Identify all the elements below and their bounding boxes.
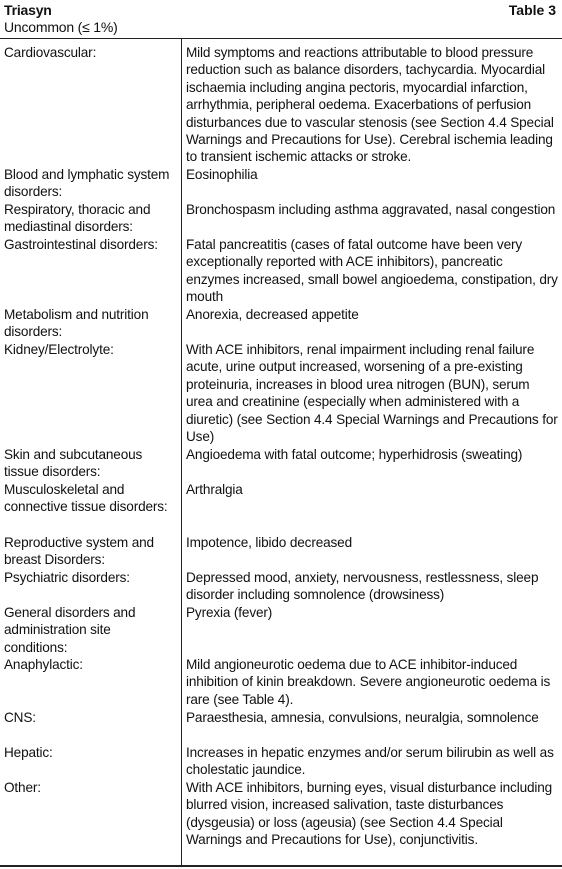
row-category: Respiratory, thoracic and mediastinal disorders: bbox=[4, 202, 151, 235]
row-description: Mild angioneurotic oedema due to ACE inhibitor-induced inhibition of kinin breakdown. Severe angioneurotic oedema is rare (see Table 4). bbox=[186, 657, 551, 707]
row-description: Mild symptoms and reactions attributable to blood pressure reduction such as balance disorders, tachycardia. Myocardial ischaemia including angina pectoris, myocardial infarction, arrhythmia, peripheral oedema. Exacerbations of perfusion disturbances due to vascular stenosis (see Section 4.4 Special Warnings and Precautions for Use). Cerebral ischemia leading to transient ischemic attacks or stroke. bbox=[186, 45, 554, 165]
drug-title: Triasyn bbox=[4, 2, 52, 18]
row-category: Skin and subcutaneous tissue disorders: bbox=[4, 447, 143, 480]
frequency-subtitle: Uncommon (≤ 1%) bbox=[4, 19, 118, 35]
top-rule bbox=[0, 38, 562, 39]
row-category: Cardiovascular: bbox=[4, 45, 97, 60]
row-description: Eosinophilia bbox=[186, 167, 258, 182]
row-category: Musculoskeletal and connective tissue disorders: bbox=[4, 482, 168, 515]
row-category: Blood and lymphatic system disorders: bbox=[4, 167, 170, 200]
row-description: Depressed mood, anxiety, nervousness, restlessness, sleep disorder including somnolence (drowsiness) bbox=[186, 570, 539, 603]
row-description: Pyrexia (fever) bbox=[186, 605, 273, 620]
column-divider bbox=[181, 39, 182, 866]
row-description: Fatal pancreatitis (cases of fatal outcome have been very exceptionally reported with ACE inhibitors), pancreatic enzymes increased, small bowel angioedema, constipation, dry mouth bbox=[186, 237, 558, 305]
row-description: Paraesthesia, amnesia, convulsions, neuralgia, somnolence bbox=[186, 710, 539, 725]
row-description: Anorexia, decreased appetite bbox=[186, 307, 359, 322]
row-category: Kidney/Electrolyte: bbox=[4, 342, 114, 357]
table-header bbox=[4, 2, 556, 38]
row-description: Angioedema with fatal outcome; hyperhidrosis (sweating) bbox=[186, 447, 523, 462]
row-description: Increases in hepatic enzymes and/or serum bilirubin as well as cholestatic jaundice. bbox=[186, 745, 554, 778]
row-category: Psychiatric disorders: bbox=[4, 570, 130, 585]
bottom-rule bbox=[0, 865, 562, 867]
table-number: Table 3 bbox=[508, 2, 556, 18]
row-category: General disorders and administration site conditions: bbox=[4, 605, 136, 655]
row-category: Gastrointestinal disorders: bbox=[4, 237, 158, 252]
row-description: Arthralgia bbox=[186, 482, 243, 497]
row-description: Bronchospasm including asthma aggravated, nasal congestion bbox=[186, 202, 556, 217]
row-category: Hepatic: bbox=[4, 745, 53, 760]
row-category: Metabolism and nutrition disorders: bbox=[4, 307, 149, 340]
row-category: Anaphylactic: bbox=[4, 657, 83, 672]
row-description: With ACE inhibitors, renal impairment including renal failure acute, urine output increased, worsening of a pre-existing proteinuria, increases in blood urea nitrogen (BUN), serum urea and creatinine (especially when administered with a diuretic) (see Section 4.4 Special Warnings and Precautions for Use) bbox=[186, 342, 558, 445]
row-description: Impotence, libido decreased bbox=[186, 535, 352, 550]
row-description: With ACE inhibitors, burning eyes, visual disturbance including blurred vision, increased salivation, taste disturbances (dysgeusia) or loss (ageusia) (see Section 4.4 Special Warnings and Precautions for Use), conjunctivitis. bbox=[186, 780, 553, 848]
row-category: Other: bbox=[4, 780, 41, 795]
row-category: CNS: bbox=[4, 710, 36, 725]
row-category: Reproductive system and breast Disorders: bbox=[4, 535, 154, 568]
